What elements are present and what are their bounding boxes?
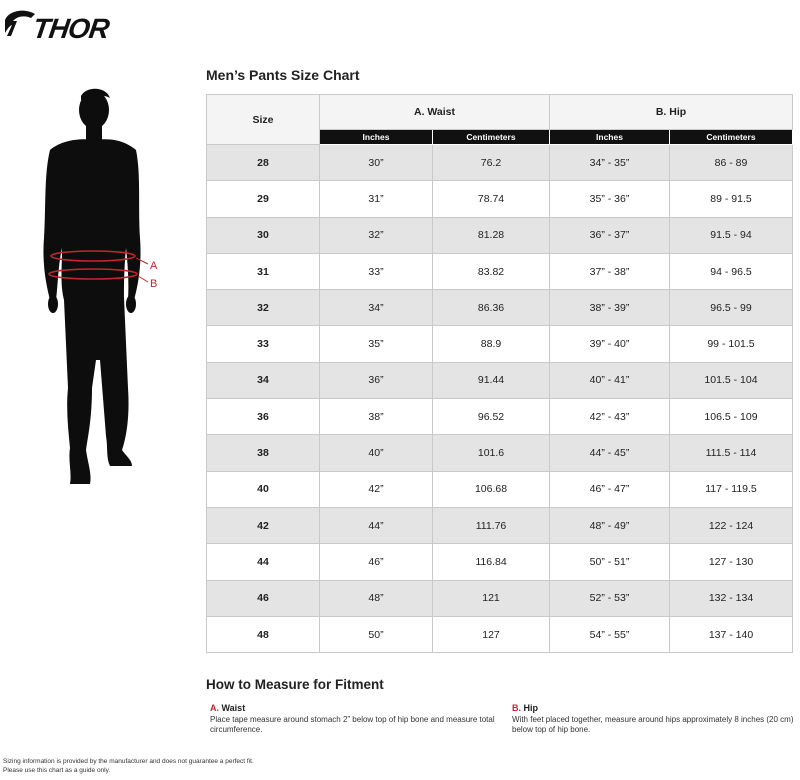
hip-letter: B. (512, 703, 521, 713)
table-row (207, 616, 793, 652)
waist-inches-cell: 50” (320, 616, 433, 652)
size-cell: 34 (207, 362, 320, 398)
waist-inches-cell: 42” (320, 471, 433, 507)
disclaimer-line-2: Please use this chart as a guide only. (3, 766, 111, 774)
waist-inches-cell: 32” (320, 217, 433, 253)
waist-inches-cell: 40” (320, 435, 433, 471)
waist-heading (210, 703, 500, 713)
table-row (207, 326, 793, 362)
waist-inches-cell: 46” (320, 544, 433, 580)
waist-inches-cell: 35” (320, 326, 433, 362)
hip-instructions (512, 703, 797, 735)
table-row (207, 399, 793, 435)
marker-a: A (150, 260, 158, 272)
size-cell: 40 (207, 471, 320, 507)
disclaimer-line-1: Sizing information is provided by the manufacturer and does not guarantee a perfect fit. (3, 758, 254, 765)
hip-cm-cell: 89 - 91.5 (670, 181, 793, 217)
waist-letter: A. (210, 703, 219, 713)
size-cell: 46 (207, 580, 320, 616)
hip-inches-cell: 40” - 41” (550, 362, 670, 398)
size-cell: 44 (207, 544, 320, 580)
hip-cm-cell: 122 - 124 (670, 507, 793, 543)
hip-inches-cell: 38” - 39” (550, 290, 670, 326)
hip-cm-cell: 111.5 - 114 (670, 435, 793, 471)
waist-inches-cell: 31” (320, 181, 433, 217)
waist-cm-cell: 76.2 (433, 145, 550, 181)
size-column-header: Size (207, 95, 320, 145)
waist-cm-cell: 86.36 (433, 290, 550, 326)
waist-cm-cell: 88.9 (433, 326, 550, 362)
waist-cm-cell: 111.76 (433, 507, 550, 543)
hip-cm-cell: 96.5 - 99 (670, 290, 793, 326)
hip-inches-cell: 34” - 35” (550, 145, 670, 181)
table-row (207, 362, 793, 398)
waist-group-header: A. Waist (320, 95, 550, 130)
table-row (207, 290, 793, 326)
waist-cm-cell: 81.28 (433, 217, 550, 253)
table-row (207, 253, 793, 289)
table-row (207, 580, 793, 616)
hip-label: Hip (523, 703, 539, 713)
size-chart-body (207, 145, 793, 653)
waist-cm-cell: 127 (433, 616, 550, 652)
waist-inches-header: Inches (320, 130, 433, 145)
hip-inches-cell: 44” - 45” (550, 435, 670, 471)
hip-inches-cell: 50” - 51” (550, 544, 670, 580)
waist-inches-cell: 33” (320, 253, 433, 289)
hip-cm-cell: 127 - 130 (670, 544, 793, 580)
waist-cm-cell: 106.68 (433, 471, 550, 507)
table-row (207, 217, 793, 253)
hip-inches-cell: 37” - 38” (550, 253, 670, 289)
body-silhouette-icon (28, 88, 178, 498)
hip-inches-cell: 36” - 37” (550, 217, 670, 253)
hip-inches-cell: 52” - 53” (550, 580, 670, 616)
waist-cm-cell: 116.84 (433, 544, 550, 580)
hip-cm-cell: 86 - 89 (670, 145, 793, 181)
hip-cm-cell: 137 - 140 (670, 616, 793, 652)
waist-inches-cell: 34” (320, 290, 433, 326)
hip-text: With feet placed together, measure around hips approximately 8 inches (20 cm) below top of hip bone. (512, 715, 794, 734)
hip-group-header: B. Hip (550, 95, 793, 130)
hip-inches-cell: 46” - 47” (550, 471, 670, 507)
waist-inches-cell: 48” (320, 580, 433, 616)
hip-inches-cell: 54” - 55” (550, 616, 670, 652)
waist-cm-header: Centimeters (433, 130, 550, 145)
hip-inches-cell: 39” - 40” (550, 326, 670, 362)
waist-instructions (210, 703, 500, 735)
waist-cm-cell: 101.6 (433, 435, 550, 471)
marker-b: B (150, 278, 158, 290)
size-cell: 42 (207, 507, 320, 543)
size-cell: 29 (207, 181, 320, 217)
size-cell: 33 (207, 326, 320, 362)
disclaimer (3, 758, 254, 775)
size-cell: 31 (207, 253, 320, 289)
hip-inches-header: Inches (550, 130, 670, 145)
hip-cm-cell: 106.5 - 109 (670, 399, 793, 435)
hip-heading (512, 703, 797, 713)
waist-text: Place tape measure around stomach 2” below top of hip bone and measure total circumference. (210, 715, 495, 734)
table-row (207, 181, 793, 217)
hip-cm-cell: 91.5 - 94 (670, 217, 793, 253)
page-title: Men’s Pants Size Chart (206, 67, 360, 83)
table-row (207, 544, 793, 580)
size-cell: 38 (207, 435, 320, 471)
body-silhouette-figure (28, 88, 178, 498)
size-cell: 30 (207, 217, 320, 253)
waist-cm-cell: 96.52 (433, 399, 550, 435)
table-row (207, 435, 793, 471)
hip-inches-cell: 48” - 49” (550, 507, 670, 543)
waist-cm-cell: 121 (433, 580, 550, 616)
table-row (207, 145, 793, 181)
waist-cm-cell: 78.74 (433, 181, 550, 217)
hip-cm-cell: 117 - 119.5 (670, 471, 793, 507)
waist-cm-cell: 83.82 (433, 253, 550, 289)
hip-inches-cell: 42” - 43” (550, 399, 670, 435)
waist-label: Waist (221, 703, 246, 713)
waist-inches-cell: 44” (320, 507, 433, 543)
waist-inches-cell: 30” (320, 145, 433, 181)
table-row (207, 507, 793, 543)
waist-cm-cell: 91.44 (433, 362, 550, 398)
size-cell: 36 (207, 399, 320, 435)
hip-cm-cell: 132 - 134 (670, 580, 793, 616)
size-cell: 48 (207, 616, 320, 652)
waist-inches-cell: 36” (320, 362, 433, 398)
hip-cm-header: Centimeters (670, 130, 793, 145)
hip-inches-cell: 35” - 36” (550, 181, 670, 217)
size-cell: 28 (207, 145, 320, 181)
hip-cm-cell: 94 - 96.5 (670, 253, 793, 289)
howto-title: How to Measure for Fitment (206, 677, 384, 692)
table-row (207, 471, 793, 507)
size-chart-table (206, 94, 793, 653)
hip-cm-cell: 101.5 - 104 (670, 362, 793, 398)
hip-cm-cell: 99 - 101.5 (670, 326, 793, 362)
thor-logo (3, 6, 133, 46)
size-cell: 32 (207, 290, 320, 326)
waist-inches-cell: 38” (320, 399, 433, 435)
brand-name: THOR (30, 13, 111, 44)
